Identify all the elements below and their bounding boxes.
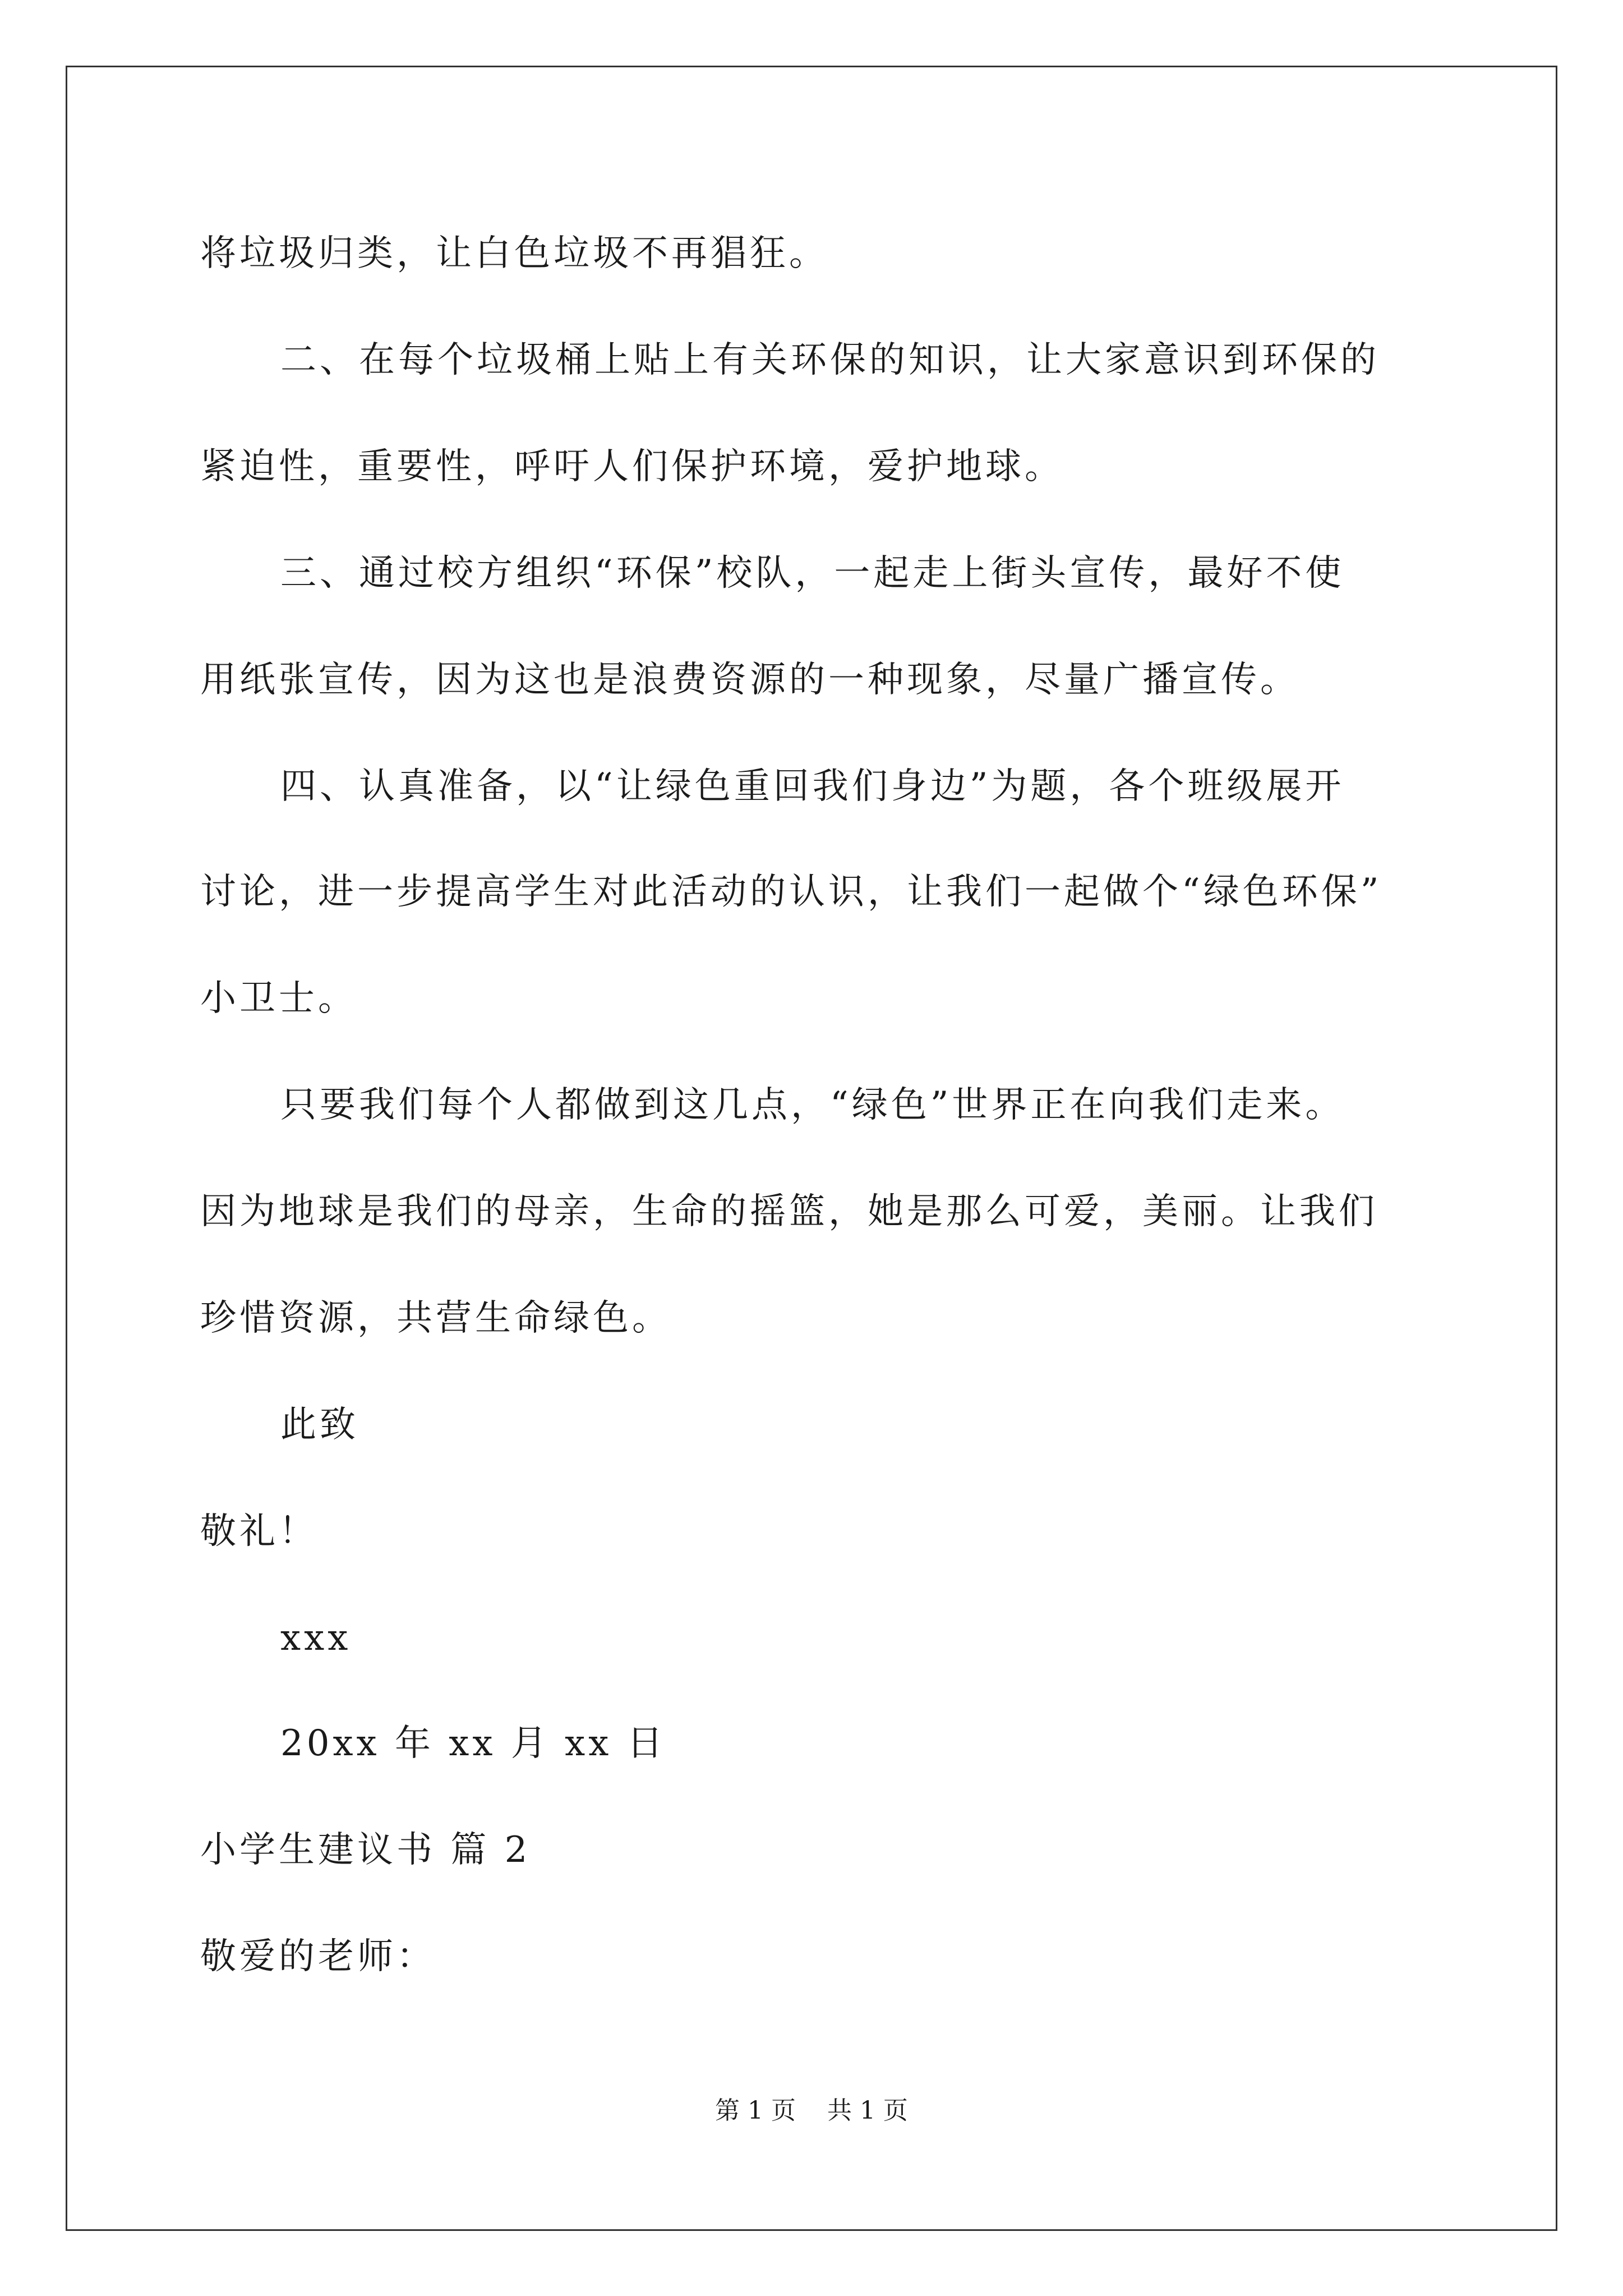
text-line-8: 小卫士。 <box>200 978 357 1019</box>
text-line-11: 珍惜资源，共营生命绿色。 <box>200 1297 671 1339</box>
section-heading: 小学生建议书 篇 2 <box>200 1829 531 1871</box>
text-line-9: 只要我们每个人都做到这几点，“绿色”世界正在向我们走来。 <box>280 1084 1345 1126</box>
text-line-1: 将垃圾归类，让白色垃圾不再猖狂。 <box>200 233 828 274</box>
text-line-7: 讨论，进一步提高学生对此活动的认识，让我们一起做个“绿色环保” <box>200 871 1382 913</box>
signature-date: 20xx 年 xx 月 xx 日 <box>280 1723 666 1764</box>
signature-name: xxx <box>280 1617 352 1659</box>
letter-greeting: 敬爱的老师： <box>200 1936 436 1977</box>
page-border <box>66 66 1557 2231</box>
page-footer: 第 1 页 共 1 页 <box>715 2096 908 2125</box>
text-line-10: 因为地球是我们的母亲，生命的摇篮，她是那么可爱，美丽。让我们 <box>200 1191 1378 1232</box>
text-line-3: 紧迫性，重要性，呼吁人们保护环境，爱护地球。 <box>200 446 1064 487</box>
text-line-5: 用纸张宣传，因为这也是浪费资源的一种现象，尽量广播宣传。 <box>200 659 1299 701</box>
closing-regards: 敬礼！ <box>200 1511 318 1552</box>
text-line-2: 二、在每个垃圾桶上贴上有关环保的知识，让大家意识到环保的 <box>280 339 1380 381</box>
closing-salutation: 此致 <box>280 1404 359 1446</box>
text-line-6: 四、认真准备，以“让绿色重回我们身边”为题，各个班级展开 <box>280 766 1345 807</box>
text-line-4: 三、通过校方组织“环保”校队，一起走上街头宣传，最好不使 <box>280 553 1345 594</box>
